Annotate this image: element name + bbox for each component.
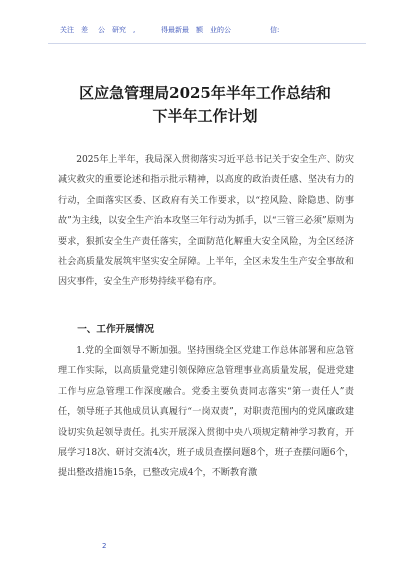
header-text-segment: 得最新最 额 业的公 [161,26,231,34]
header-text-segment: 公 研究 , [98,26,136,34]
section1-paragraph: 1.党的全面领导不断加强。坚持围绕全区党建工作总体部署和应急管理工作实际，以高质量党建引领保障应急管理事业高质量发展，促进党建工作与应急管理工作深度融合。党委主要负责同志落实“第一责任人”责任，领导班子其他成员认真履行“一岗双责”，对职责范围内的党风廉政建设切实负起领导责任。扎实开展深入贯彻中央八项规定精神学习教育，开展学习18次、研讨交流4次，班子成员查摆问题8个，班子查摆问题6个，提出整改措施15条，已整改完成4个，不断教育激 [58,346,354,479]
header-text-segment: 关注 差 [60,26,88,34]
page-number: 2 [102,542,107,550]
document-title [58,82,352,128]
document-title-line-2: 下半年工作计划 [152,107,258,125]
header-text-segment: 信: [270,26,280,34]
document-title-line-1: 区应急管理局2025年半年工作总结和 [79,84,331,102]
intro-section [58,150,354,293]
header-watermark-bar [48,19,366,44]
section1-body [58,341,354,484]
intro-paragraph: 2025年上半年，我局深入贯彻落实习近平总书记关于安全生产、防灾减灾救灾的重要论述和指示批示精神，以高度的政治责任感、坚决有力的行动，全面落实区委、区政府有关工作要求，以“控风险、除隐患、防事故”为主线，以安全生产治本攻坚三年行动为抓手，以“三管三必须”原则为要求，狠抓安全生产责任落实，全面防范化解重大安全风险，为全区经济社会高质量发展筑牢坚实安全屏障。上半年，全区未发生生产安全事故和因灾事件，安全生产形势持续平稳有序。 [58,155,354,288]
section-heading-work-progress: 一、工作开展情况 [77,324,154,335]
